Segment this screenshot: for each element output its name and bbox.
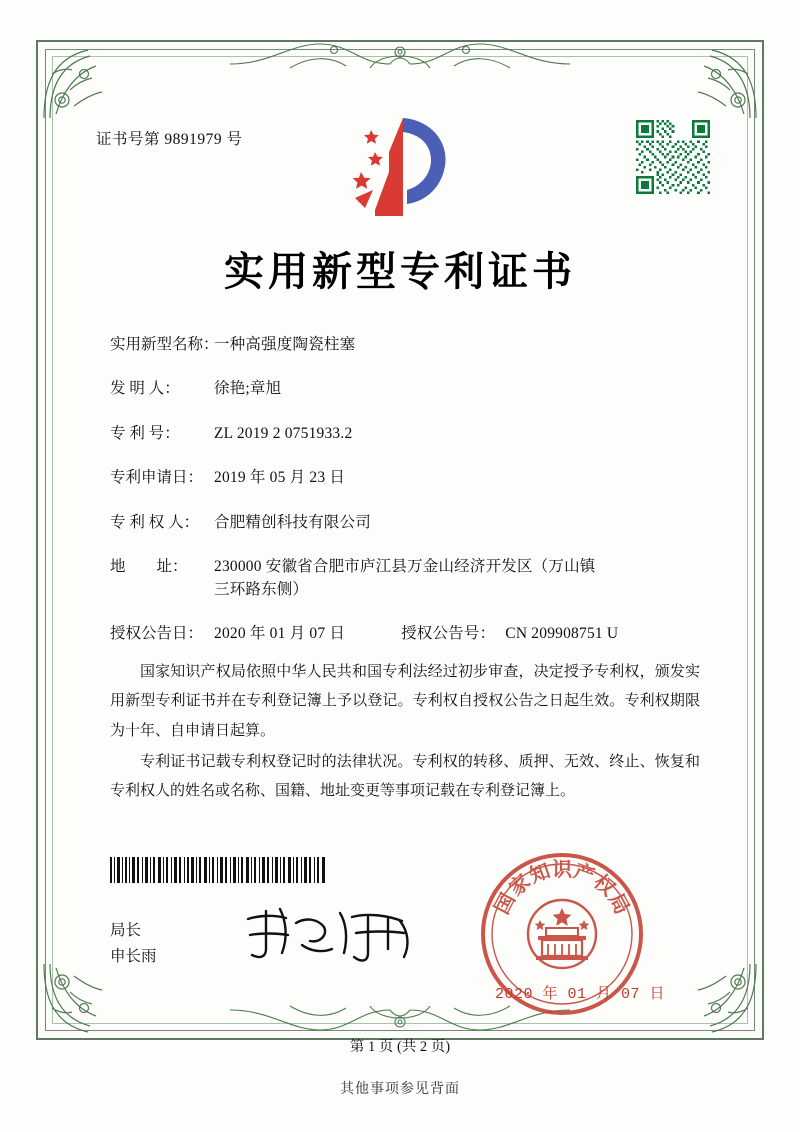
svg-text:局: 局 bbox=[604, 889, 633, 918]
field-value: 2019 年 05 月 23 日 bbox=[214, 469, 346, 487]
field-label: 专 利 权 人： bbox=[110, 513, 200, 531]
legal-text bbox=[110, 658, 700, 808]
field-label: 专 利 号： bbox=[110, 424, 180, 442]
field-grant-announcement bbox=[110, 623, 710, 645]
grant-number-value: CN 209908751 U bbox=[505, 625, 619, 643]
grant-date-value: 2020 年 01 月 07 日 bbox=[214, 625, 346, 643]
field-label: 发 明 人： bbox=[110, 380, 180, 398]
seal-date: 2020 年 01 月 07 日 bbox=[495, 986, 666, 1003]
svg-text:家: 家 bbox=[505, 870, 535, 901]
cnipa-patent-logo-icon bbox=[345, 112, 455, 222]
footer-note: 其他事项参见背面 bbox=[340, 1082, 460, 1097]
field-label: 专利申请日： bbox=[110, 469, 204, 487]
field-application-date bbox=[110, 467, 710, 489]
field-list bbox=[110, 334, 710, 668]
field-utility-model-name bbox=[110, 334, 710, 356]
page-title: 实用新型专利证书 bbox=[224, 249, 576, 294]
barcode-icon bbox=[110, 857, 325, 883]
field-address bbox=[110, 556, 710, 601]
field-value: 徐艳;章旭 bbox=[214, 380, 282, 398]
certificate-number: 证书号第 9891979 号 bbox=[96, 131, 243, 148]
field-patent-number bbox=[110, 423, 710, 445]
corner-ornament-icon bbox=[682, 960, 760, 1038]
field-value: ZL 2019 2 0751933.2 bbox=[214, 424, 353, 442]
field-label: 授权公告日： bbox=[110, 625, 204, 643]
svg-text:国: 国 bbox=[491, 889, 520, 918]
handwritten-signature-icon bbox=[240, 903, 420, 967]
corner-ornament-icon bbox=[40, 960, 118, 1038]
field-value-pair bbox=[214, 623, 710, 645]
field-value: 一种高强度陶瓷柱塞 bbox=[214, 336, 356, 353]
page-number: 第 1 页 (共 2 页) bbox=[349, 1039, 451, 1055]
corner-ornament-icon bbox=[682, 44, 760, 122]
director-title-label: 局长 bbox=[110, 922, 142, 939]
legal-paragraph-1: 国家知识产权局依照中华人民共和国专利法经过初步审查，决定授予专利权，颁发实用新型专利证书并在专利登记簿上予以登记。专利权自授权公告之日起生效。专利权期限为十年、自申请日起算。 bbox=[110, 664, 700, 739]
field-value-line1: 230000 安徽省合肥市庐江县万金山经济开发区（万山镇 bbox=[214, 558, 596, 576]
legal-paragraph-2: 专利证书记载专利权登记时的法律状况。专利权的转移、质押、无效、终止、恢复和专利权人的姓名或名称、国籍、地址变更等事项记载在专利登记簿上。 bbox=[110, 753, 700, 799]
field-inventor bbox=[110, 378, 710, 400]
field-value: 合肥精创科技有限公司 bbox=[214, 513, 372, 531]
qr-code-icon bbox=[636, 120, 710, 194]
director-name-label: 申长雨 bbox=[110, 948, 157, 966]
corner-ornament-icon bbox=[40, 44, 118, 122]
svg-text:识: 识 bbox=[552, 859, 572, 881]
field-label: 实用新型名称： bbox=[110, 336, 219, 353]
field-patentee bbox=[110, 512, 710, 534]
top-scroll-ornament-icon bbox=[230, 34, 570, 80]
svg-text:产: 产 bbox=[570, 860, 598, 888]
grant-number-label: 授权公告号： bbox=[401, 625, 496, 643]
svg-text:知: 知 bbox=[526, 860, 554, 888]
field-value-block bbox=[214, 556, 710, 601]
svg-text:权: 权 bbox=[589, 870, 619, 901]
signature-block bbox=[110, 918, 157, 971]
field-label: 地 址： bbox=[110, 558, 188, 576]
field-value-line2: 三环路东侧） bbox=[214, 580, 309, 598]
